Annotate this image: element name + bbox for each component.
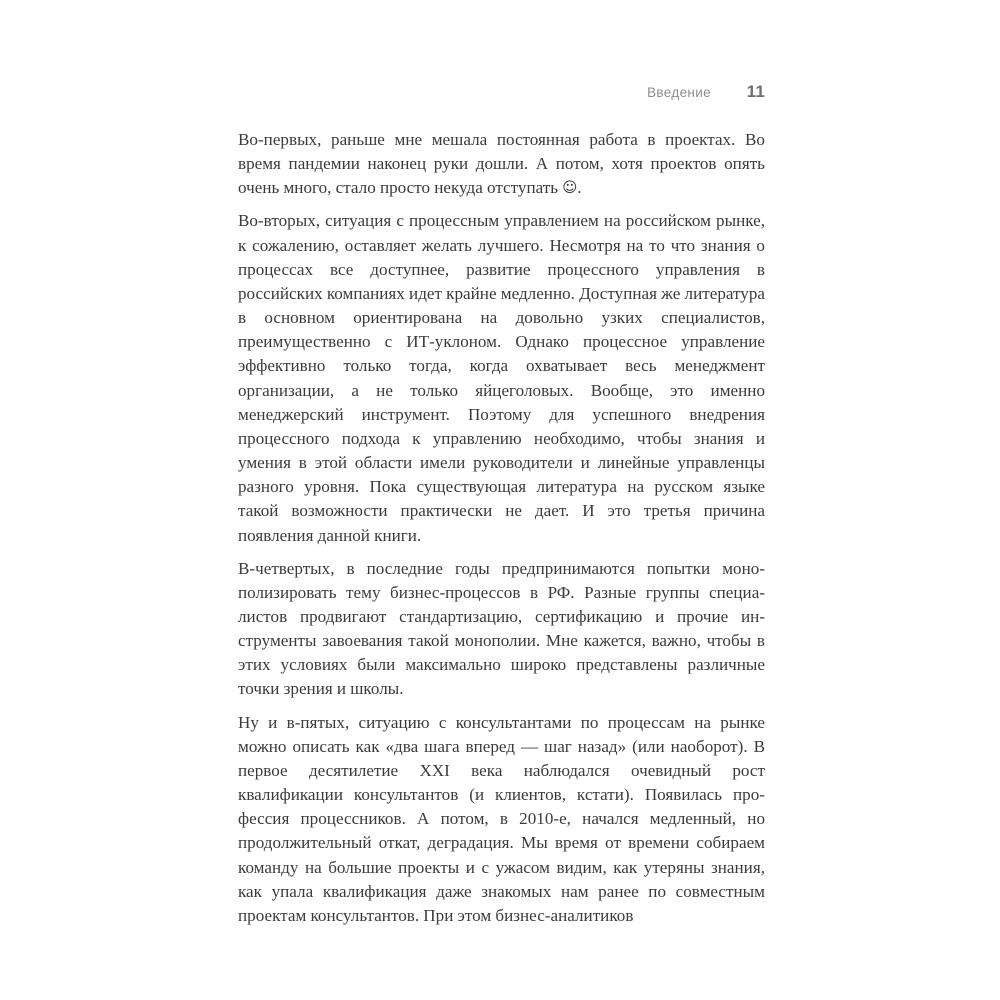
paragraph-1 — [238, 128, 765, 200]
running-head-section-name: Введение — [647, 85, 711, 100]
body-text-column — [238, 128, 765, 928]
smiley-icon: ☺ — [562, 180, 578, 197]
running-head — [238, 82, 765, 102]
paragraph-1-trailing-punctuation: . — [577, 178, 582, 198]
page-number: 11 — [746, 82, 765, 101]
paragraph-3: В-четвертых, в последние годы предпринимаются попытки монополизировать тему бизнес-процессов в РФ. Разные группы специалистов продвигают стандартизацию, сертификацию и прочие инструменты завоевания такой монополии. Мне кажется, важно, чтобы в этих условиях были максимально широко представлены различные точки зрения и школы. — [238, 558, 765, 699]
paragraph-1-text: Во-первых, раньше мне мешала постоянная работа в проектах. Во время пандемии наконец руки дошли. А потом, хотя проектов опять очень много, стало просто некуда отступать — [238, 130, 765, 198]
paragraph-4: Ну и в-пятых, ситуацию с консультантами по процессам на рынке можно описать как «два шага вперед — шаг назад» (или наоборот). В первое десятилетие XXI века наблюдался очевидный рост квалификации консультантов (и клиентов, кстати). Появилась профессия процессников. А потом, в 2010-е, начался медленный, но продолжительный откат, деградация. Мы время от времени собираем команду на большие проекты и с ужасом видим, как утеряны знания, как упала квалификация даже знакомых нам ранее по совместным проектам консультантов. При этом бизнес-аналитиков — [238, 712, 765, 925]
paragraph-2: Во-вторых, ситуация с процессным управлением на российском рынке, к сожалению, оставляет желать лучшего. Несмотря на то что знания о процессах все доступнее, развитие процессного управления в российских компаниях идет крайне медленно. Доступная же литература в основном ориентирована на довольно узких специалистов, преимущественно с ИТ-уклоном. Однако процессное управление эффективно только тогда, когда охватывает весь менеджмент организации, а не только яйцеголовых. Вообще, это именно менеджерский инструмент. Поэтому для успешного внедрения процессного подхода к управлению необходимо, чтобы знания и умения в этой области имели руководители и линейные управленцы разного уровня. Пока существующая литература на русском языке такой возможности практически не дает. И это третья причина появления данной книги. — [238, 211, 765, 545]
